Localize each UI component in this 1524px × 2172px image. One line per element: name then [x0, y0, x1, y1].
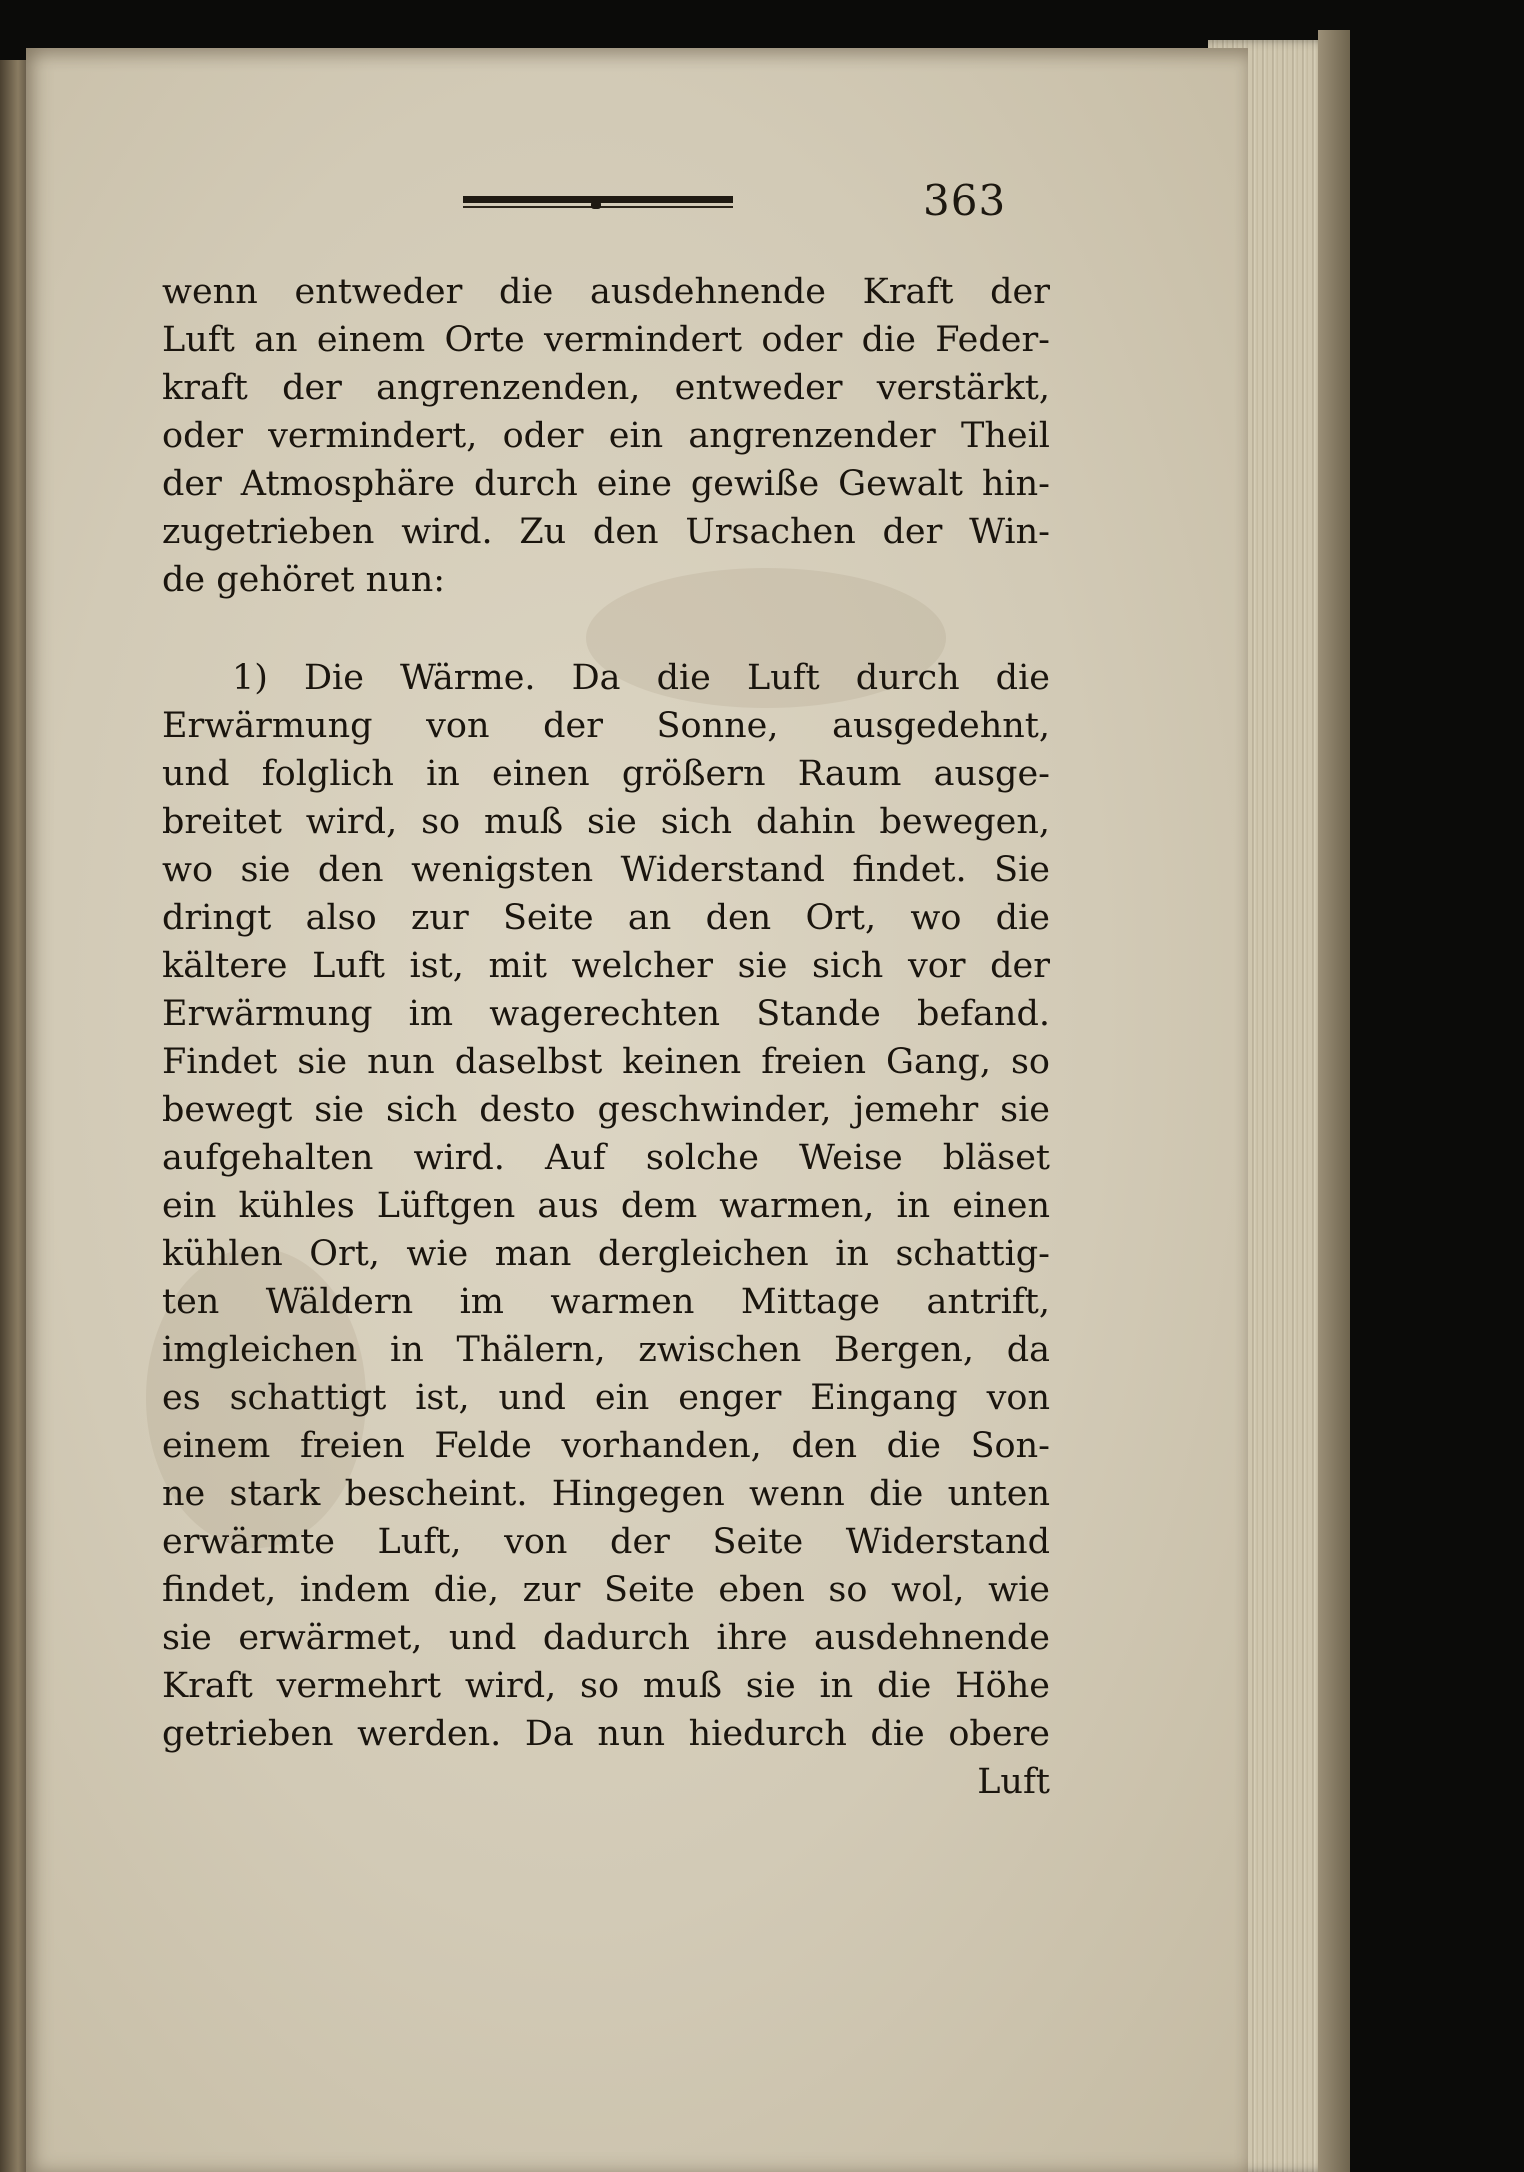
text-line: kältere Luft ist, mit welcher sie sich vor der: [162, 946, 1050, 986]
text-line: kraft der angrenzenden, entweder verstärkt,: [162, 368, 1050, 408]
text-line: de gehöret nun:: [162, 560, 446, 600]
text-line: findet, indem die, zur Seite eben so wol, wie: [162, 1570, 1050, 1610]
text-line: der Atmosphäre durch eine gewiße Gewalt hin-: [162, 464, 1050, 504]
text-line: breitet wird, so muß sie sich dahin bewegen,: [162, 802, 1050, 842]
text-line: aufgehalten wird. Auf solche Weise bläset: [162, 1138, 1050, 1178]
body-text: [162, 268, 1050, 1806]
text-line: oder vermindert, oder ein angrenzender Theil: [162, 416, 1050, 456]
text-line: 1) Die Wärme. Da die Luft durch die: [232, 658, 1050, 698]
header-ornament-rule: [463, 196, 733, 210]
text-line: imgleichen in Thälern, zwischen Bergen, da: [162, 1330, 1050, 1370]
text-line: dringt also zur Seite an den Ort, wo die: [162, 898, 1050, 938]
text-line: wo sie den wenigsten Widerstand findet. Sie: [162, 850, 1050, 890]
page-number: 363: [923, 176, 1007, 225]
text-line: es schattigt ist, und ein enger Eingang von: [162, 1378, 1050, 1418]
text-line: Luft an einem Orte vermindert oder die Feder-: [162, 320, 1050, 360]
text-line: ten Wäldern im warmen Mittage antrift,: [162, 1282, 1050, 1322]
text-line: ein kühles Lüftgen aus dem warmen, in einen: [162, 1186, 1050, 1226]
text-line: zugetrieben wird. Zu den Ursachen der Win-: [162, 512, 1050, 552]
text-line: wenn entweder die ausdehnende Kraft der: [162, 272, 1050, 312]
text-line: Erwärmung von der Sonne, ausgedehnt,: [162, 706, 1050, 746]
text-line: kühlen Ort, wie man dergleichen in schattig-: [162, 1234, 1050, 1274]
text-line: Kraft vermehrt wird, so muß sie in die Höhe: [162, 1666, 1050, 1706]
book-fore-edge: [1318, 30, 1350, 2172]
text-line: bewegt sie sich desto geschwinder, jemehr sie: [162, 1090, 1050, 1130]
text-line: Erwärmung im wagerechten Stande befand.: [162, 994, 1050, 1034]
text-line: einem freien Felde vorhanden, den die Son-: [162, 1426, 1050, 1466]
text-line: erwärmte Luft, von der Seite Widerstand: [162, 1522, 1050, 1562]
text-line: ne stark bescheint. Hingegen wenn die unten: [162, 1474, 1050, 1514]
text-line: getrieben werden. Da nun hiedurch die obere: [162, 1714, 1050, 1754]
catchword: Luft: [977, 1762, 1050, 1802]
paragraph-gap: [162, 604, 1050, 654]
text-line: und folglich in einen größern Raum ausge-: [162, 754, 1050, 794]
text-line: sie erwärmet, und dadurch ihre ausdehnende: [162, 1618, 1050, 1658]
text-line: Findet sie nun daselbst keinen freien Gang, so: [162, 1042, 1050, 1082]
page-header: [455, 170, 1045, 240]
